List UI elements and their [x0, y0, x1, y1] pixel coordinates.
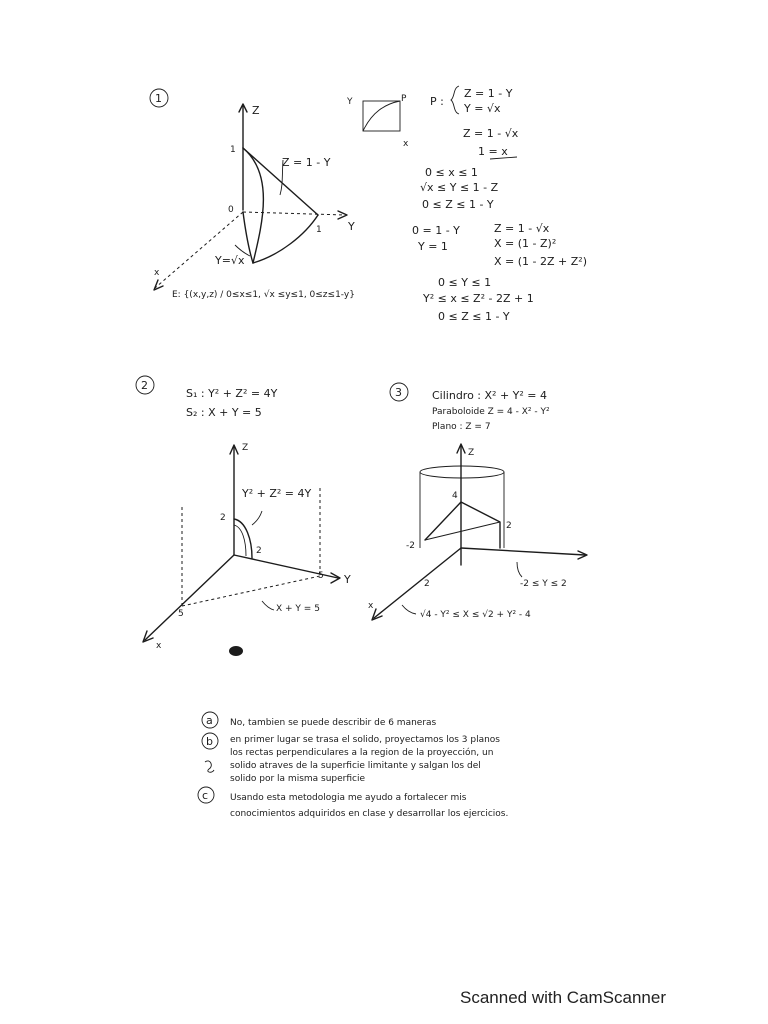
problem-1-number: 1	[155, 92, 162, 105]
p1-ineq2-c: 0 ≤ Z ≤ 1 - Y	[438, 310, 510, 323]
p1-system-line-2: Y = √x	[464, 102, 501, 115]
p1-surface-label: Z = 1 - Y	[282, 156, 331, 169]
answer-a-text: No, tambien se puede describir de 6 maneras	[230, 718, 437, 728]
p1-mini-x: x	[403, 139, 409, 149]
p3-x-range: √4 - Y² ≤ X ≤ √2 + Y² - 4	[420, 610, 531, 620]
p3-x-label: x	[368, 601, 374, 611]
p2-circle-arc	[234, 519, 252, 558]
p2-plane-base	[182, 576, 320, 606]
p1-tick-y1: 1	[316, 225, 322, 235]
p2-s2: S₂ : X + Y = 5	[186, 406, 262, 419]
p2-circle-inner	[234, 525, 246, 556]
p2-plane-label: X + Y = 5	[276, 604, 320, 614]
p3-tick-x2: 2	[424, 579, 430, 589]
p1-tick-z1: 1	[230, 145, 236, 155]
problem-3	[368, 383, 587, 620]
camscanner-watermark: Scanned with CamScanner	[460, 988, 667, 1007]
p2-plane-pointer	[262, 601, 274, 610]
p1-edge-curve-front	[243, 148, 263, 263]
p1-y-label: Y	[348, 220, 355, 233]
p1-mini-graph-box	[363, 101, 400, 131]
p2-x-label: x	[156, 641, 162, 651]
p2-tick-y5: 5	[318, 571, 324, 581]
p2-z-label: Z	[242, 443, 249, 453]
p3-x-range-pointer	[402, 605, 416, 614]
problem-2-number: 2	[141, 379, 148, 392]
answer-b-line-2: los rectas perpendiculares a la region de la proyección, un	[230, 748, 494, 758]
p1-z-label: Z	[252, 104, 260, 117]
p1-right-eq-3: X = (1 - 2Z + Z²)	[494, 255, 587, 268]
answers	[198, 712, 508, 819]
p1-ineq1-c: 0 ≤ Z ≤ 1 - Y	[422, 198, 494, 211]
p1-mini-curve	[363, 101, 400, 131]
p3-tick-neg2: -2	[406, 541, 415, 551]
p1-system-brace	[451, 86, 459, 114]
p3-x-axis	[374, 548, 461, 618]
answer-c-letter: c	[202, 789, 209, 802]
p2-curve-label: Y² + Z² = 4Y	[242, 487, 312, 500]
p1-ineq2-b: Y² ≤ x ≤ Z² - 2Z + 1	[423, 292, 534, 305]
scribble-mark	[229, 646, 243, 656]
p2-tick-z2: 2	[220, 513, 226, 523]
p3-paraboloid-chord	[425, 522, 500, 540]
p3-line-3: Plano : Z = 7	[432, 422, 491, 432]
p1-system-head: P :	[430, 95, 444, 108]
p3-y-axis	[461, 548, 585, 555]
p2-tick-y2: 2	[256, 546, 262, 556]
p1-x-axis	[155, 212, 243, 288]
p1-left-eq-1: 0 = 1 - Y	[412, 224, 460, 237]
p1-right-eq-2: X = (1 - Z)²	[494, 237, 557, 250]
p1-eq-one: 1 = x	[478, 145, 508, 158]
p2-curve-pointer	[252, 511, 262, 525]
p3-line-2: Paraboloide Z = 4 - X² - Y²	[432, 407, 550, 417]
p1-right-eq-1: Z = 1 - √x	[494, 222, 550, 235]
p1-ineq2-a: 0 ≤ Y ≤ 1	[438, 276, 492, 289]
p3-range-pointer	[517, 562, 522, 577]
answer-b-line-4: solido por la misma superficie	[230, 774, 366, 784]
p1-ineq1-a: 0 ≤ x ≤ 1	[425, 166, 478, 179]
p1-mini-y: Y	[347, 97, 353, 107]
p1-x-label: x	[154, 268, 160, 278]
p1-left-eq-2: Y = 1	[418, 240, 448, 253]
p1-set-e: E: {(x,y,z) / 0≤x≤1, √x ≤y≤1, 0≤z≤1-y}	[172, 290, 355, 300]
p3-tick-y2: 2	[506, 521, 512, 531]
p3-z-label: Z	[468, 448, 475, 458]
p2-x-axis	[145, 555, 234, 640]
problem-3-number: 3	[395, 386, 402, 399]
p1-eq-z: Z = 1 - √x	[463, 127, 519, 140]
p3-y-range: -2 ≤ Y ≤ 2	[520, 579, 567, 589]
problem-1	[150, 86, 587, 323]
problem-2	[136, 376, 351, 656]
answer-b-letter: b	[206, 735, 213, 748]
p2-y-label: Y	[344, 573, 351, 586]
answer-c-line-1: Usando esta metodologia me ayudo a fortalecer mis	[230, 793, 467, 803]
answer-a-letter: a	[206, 714, 213, 727]
answer-b-line-1: en primer lugar se trasa el solido, proyectamos los 3 planos	[230, 735, 500, 745]
p1-x-arrow	[154, 280, 163, 290]
p1-mini-p: P	[401, 94, 407, 104]
p1-curve-label: Y=√x	[215, 254, 245, 267]
p1-system-line-1: Z = 1 - Y	[464, 87, 513, 100]
p1-ineq1-b: √x ≤ Y ≤ 1 - Z	[420, 181, 499, 194]
p2-s1: S₁ : Y² + Z² = 4Y	[186, 387, 278, 400]
answer-b-line-3: solido atraves de la superficie limitante y salgan los del	[230, 761, 481, 771]
p2-tick-x5: 5	[178, 609, 184, 619]
p1-edge-curve-bottom	[253, 215, 318, 263]
p3-cylinder-top	[420, 466, 504, 478]
p3-line-1: Cilindro : X² + Y² = 4	[432, 389, 548, 402]
p1-y-axis	[243, 212, 345, 215]
answer-c-line-2: conocimientos adquiridos en clase y desarrollar los ejercicios.	[230, 809, 509, 819]
p3-tick-z4: 4	[452, 491, 458, 501]
p1-origin-label: 0	[228, 205, 234, 215]
answer-b-scribble	[205, 761, 214, 772]
